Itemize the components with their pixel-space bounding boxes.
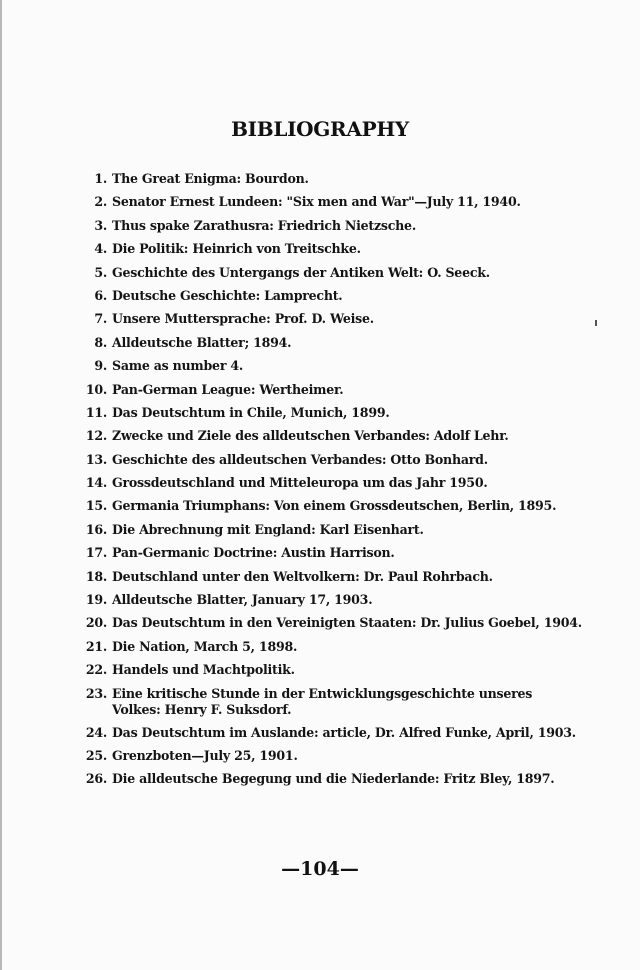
- entry-text: Germania Triumphans: Von einem Grossdeutschen, Berlin, 1895.: [112, 498, 557, 514]
- list-item: [84, 405, 584, 428]
- list-item: [84, 725, 584, 748]
- entry-text: The Great Enigma: Bourdon.: [112, 171, 309, 186]
- list-item: [84, 569, 584, 592]
- entry-text: Die Abrechnung mit England: Karl Eisenhart.: [112, 521, 424, 537]
- list-item: [84, 452, 584, 475]
- entry-number: 11.: [85, 404, 107, 420]
- entry-number: 26.: [85, 771, 107, 787]
- entry-number: 9.: [94, 358, 107, 374]
- entry-number: 7.: [94, 311, 107, 327]
- list-item: [84, 428, 584, 451]
- list-item: [84, 639, 584, 662]
- entry-number: 3.: [94, 217, 107, 233]
- entry-text: Alldeutsche Blatter; 1894.: [112, 334, 292, 350]
- page-number: —104—: [281, 858, 359, 880]
- list-item: [84, 335, 584, 358]
- entry-number: 13.: [85, 451, 107, 467]
- list-item: [84, 748, 584, 771]
- entry-number: 19.: [85, 592, 107, 608]
- entry-text: Handels und Machtpolitik.: [112, 662, 295, 678]
- list-item: [84, 265, 584, 288]
- entry-number: 25.: [85, 747, 107, 763]
- entry-number: 4.: [94, 241, 107, 257]
- list-item: [84, 382, 584, 405]
- entry-number: 12.: [85, 428, 107, 444]
- list-item: [84, 194, 584, 217]
- entry-text: Unsere Muttersprache: Prof. D. Weise.: [112, 311, 374, 327]
- list-item: [84, 218, 584, 241]
- entry-text: Geschichte des Untergangs der Antiken Welt: O. Seeck.: [112, 264, 490, 280]
- entry-number: 18.: [85, 568, 107, 584]
- entry-text: Das Deutschtum in den Vereinigten Staaten: Dr. Julius Goebel, 1904.: [112, 615, 582, 631]
- entry-text: Das Deutschtum im Auslande: article, Dr. Alfred Funke, April, 1903.: [112, 724, 576, 740]
- list-item: [84, 241, 584, 264]
- entry-number: 23.: [85, 685, 107, 701]
- scan-speck: [595, 320, 597, 326]
- list-item: [84, 288, 584, 311]
- entry-number: 17.: [85, 545, 107, 561]
- list-item: [84, 522, 584, 545]
- entry-text: Thus spake Zarathusra: Friedrich Nietzsche.: [112, 217, 416, 233]
- entry-text: Senator Ernest Lundeen: "Six men and War"—July 11, 1940.: [112, 194, 521, 210]
- entry-text: Geschichte des alldeutschen Verbandes: Otto Bonhard.: [112, 451, 488, 467]
- entry-text: Deutsche Geschichte: Lamprecht.: [112, 287, 343, 303]
- list-item: [84, 498, 584, 521]
- entry-text: Pan-German League: Wertheimer.: [112, 381, 344, 397]
- entry-text: Die alldeutsche Begegung und die Niederlande: Fritz Bley, 1897.: [112, 771, 555, 787]
- list-item: [84, 615, 584, 638]
- page-title: BIBLIOGRAPHY: [231, 117, 409, 141]
- list-item: [84, 171, 584, 194]
- entry-text: Grenzboten—July 25, 1901.: [112, 747, 298, 763]
- list-item: [84, 358, 584, 381]
- entry-number: 8.: [94, 334, 107, 350]
- list-item: [84, 592, 584, 615]
- list-item: [84, 771, 584, 794]
- entry-number: 24.: [85, 724, 107, 740]
- entry-text: Deutschland unter den Weltvolkern: Dr. Paul Rohrbach.: [112, 568, 493, 584]
- entry-text: Same as number 4.: [112, 358, 243, 374]
- entry-number: 20.: [85, 615, 107, 631]
- entry-text: Das Deutschtum in Chile, Munich, 1899.: [112, 404, 390, 420]
- entry-number: 2.: [94, 194, 107, 210]
- entry-number: 14.: [85, 475, 107, 491]
- entry-text: Alldeutsche Blatter, January 17, 1903.: [112, 592, 373, 608]
- scan-edge: [0, 0, 2, 970]
- list-item: [84, 686, 584, 725]
- entry-text: Die Nation, March 5, 1898.: [112, 638, 298, 654]
- entry-text: Die Politik: Heinrich von Treitschke.: [112, 241, 361, 257]
- list-item: [84, 475, 584, 498]
- entry-text: Grossdeutschland und Mitteleuropa um das Jahr 1950.: [112, 475, 488, 491]
- list-item: [84, 311, 584, 334]
- entry-number: 6.: [94, 287, 107, 303]
- list-item: [84, 662, 584, 685]
- entry-text: Eine kritische Stunde in der Entwicklungsgeschichte unseres Volkes: Henry F. Suksdorf.: [112, 685, 533, 717]
- entry-number: 22.: [85, 662, 107, 678]
- entry-text: Zwecke und Ziele des alldeutschen Verbandes: Adolf Lehr.: [112, 428, 509, 444]
- list-item: [84, 545, 584, 568]
- entry-number: 15.: [85, 498, 107, 514]
- entry-number: 21.: [85, 638, 107, 654]
- entry-number: 1.: [94, 171, 107, 186]
- entry-number: 10.: [85, 381, 107, 397]
- entry-number: 5.: [94, 264, 107, 280]
- entry-number: 16.: [85, 521, 107, 537]
- entry-text: Pan-Germanic Doctrine: Austin Harrison.: [112, 545, 395, 561]
- bibliography-list: [84, 171, 584, 795]
